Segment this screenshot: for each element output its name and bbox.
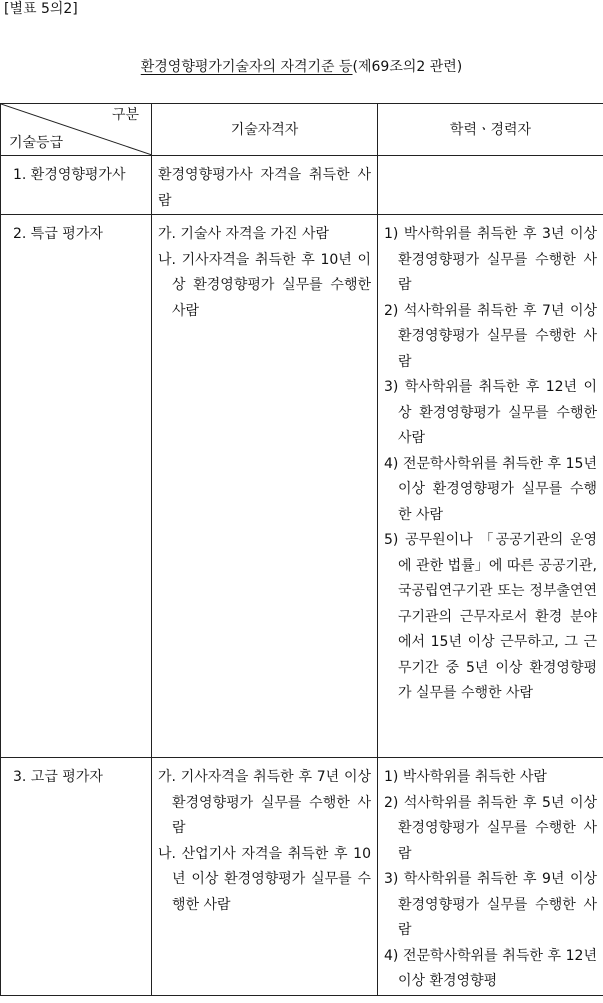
experience-item: 3) 학사학위를 취득한 후 12년 이상 환경영향평가 실무를 수행한 사람: [384, 379, 597, 446]
qualification-item: 나. 기사자격을 취득한 후 10년 이상 환경영향평가 실무를 수행한 사람: [158, 251, 371, 319]
experience-item: 2) 석사학위를 취득한 후 7년 이상 환경영향평가 실무를 수행한 사람: [384, 302, 597, 370]
grade-cell: [1, 215, 152, 758]
corner-header-grade: 기술등급: [9, 135, 64, 151]
annex-label: [별표 5의2]: [4, 1, 78, 17]
corner-header-cell: [1, 104, 152, 156]
table-row: [1, 215, 603, 758]
table-row: [1, 156, 603, 215]
qualification-table: [0, 103, 603, 996]
experience-item: 1) 박사학위를 취득한 사람: [384, 769, 547, 785]
experience-item: 5) 공무원이나 「공공기관의 운영에 관한 법률」에 따른 공공기관, 국공립연구기관 또는 정부출연연구기관의 근무자로서 환경 분야에서 15년 이상 근무하고, 그 근무기간 중 5년 이상 환경영향평가 실무를 수행한 사람: [384, 532, 597, 701]
document-title: [0, 58, 603, 76]
grade-label: 3. 고급 평가자: [13, 769, 103, 785]
education-experience-cell: [378, 215, 603, 758]
grade-label: 2. 특급 평가자: [13, 226, 103, 242]
qualification-item: 가. 기사자격을 취득한 후 7년 이상 환경영향평가 실무를 수행한 사람: [158, 769, 371, 836]
experience-item: 3) 학사학위를 취득한 후 9년 이상 환경영향평가 실무를 수행한 사람: [384, 871, 597, 938]
grade-cell: [1, 758, 152, 996]
experience-item: 4) 전문학사학위를 취득한 후 12년 이상 환경영향평: [384, 947, 597, 989]
corner-header-category: 구분: [111, 107, 139, 123]
qualification-cell: [152, 215, 378, 758]
table-header-row: [1, 104, 603, 156]
title-reference: (제69조의2 관련): [352, 59, 463, 75]
grade-label: 1. 환경영향평가사: [13, 167, 126, 183]
header-qualification: 기술자격자: [152, 104, 378, 156]
experience-item: 1) 박사학위를 취득한 후 3년 이상 환경영향평가 실무를 수행한 사람: [384, 226, 597, 293]
header-education-experience: 학력ㆍ경력자: [378, 104, 603, 156]
qualification-item: 나. 산업기사 자격을 취득한 후 10년 이상 환경영향평가 실무를 수행한 사람: [158, 845, 371, 913]
grade-cell: [1, 156, 152, 215]
qualification-item: 환경영향평가사 자격을 취득한 사람: [158, 167, 371, 209]
qualification-cell: [152, 758, 378, 996]
table-body: [1, 156, 603, 996]
education-experience-cell: [378, 758, 603, 996]
qualification-cell: [152, 156, 378, 215]
experience-item: 2) 석사학위를 취득한 후 5년 이상 환경영향평가 실무를 수행한 사람: [384, 794, 597, 862]
education-experience-cell: [378, 156, 603, 215]
experience-item: 4) 전문학사학위를 취득한 후 15년 이상 환경영향평가 실무를 수행한 사람: [384, 455, 597, 523]
title-main: 환경영향평가기술자의 자격기준 등: [140, 59, 353, 75]
qualification-item: 가. 기술사 자격을 가진 사람: [158, 226, 330, 242]
table-row: [1, 758, 603, 996]
